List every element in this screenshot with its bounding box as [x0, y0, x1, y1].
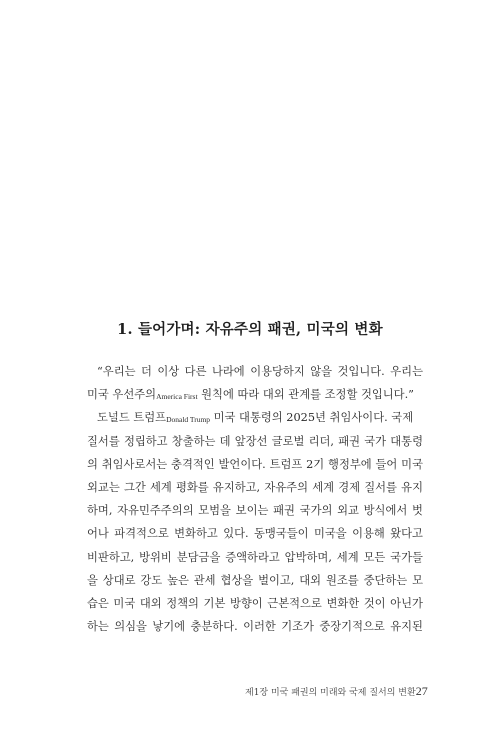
text-line-7: 하며, 자유민주주의의 모범을 보이는 패권 국가의 외교 방식에서 벗	[87, 504, 423, 518]
english-gloss: America First	[156, 392, 198, 402]
english-gloss: Donald Trump	[166, 415, 211, 425]
text-line-11: 습은 미국 대외 정책의 기본 방향이 근본적으로 변화한 것이 아닌가	[87, 596, 423, 610]
text-line-3: 도널드 트럼프Donald Trump 미국 대통령의 2025년 취임사이다. 국제	[97, 411, 414, 425]
text-line-2: 미국 우선주의America First 원칙에 따라 대외 관계를 조정할 것입니다.”	[87, 388, 414, 402]
body-text	[87, 360, 423, 638]
text-line-8: 어나 파격적으로 변화하고 있다. 동맹국들이 미국을 이용해 왔다고	[87, 527, 423, 541]
text-line-9: 비판하고, 방위비 분담금을 증액하라고 압박하며, 세계 모든 국가들	[87, 550, 423, 564]
page-footer	[245, 684, 428, 699]
running-footer: 제1장 미국 패권의 미래와 국제 질서의 변환	[245, 688, 416, 698]
text-line-1: “우리는 더 이상 다른 나라에 이용당하지 않을 것입니다. 우리는	[97, 365, 423, 378]
text-line-5: 의 취임사로서는 충격적인 발언이다. 트럼프 2기 행정부에 들어 미국	[87, 457, 423, 471]
text-line-4: 질서를 정립하고 창출하는 데 앞장선 글로벌 리더, 패권 국가 대통령	[87, 434, 423, 448]
text-line-6: 외교는 그간 세계 평화를 유지하고, 자유주의 세계 경제 질서를 유지	[87, 480, 423, 494]
section-heading: 1. 들어가며: 자유주의 패권, 미국의 변화	[117, 321, 383, 338]
text-line-10: 을 상대로 강도 높은 관세 협상을 벌이고, 대외 원조를 중단하는 모	[87, 573, 423, 587]
text-line-12: 하는 의심을 낳기에 충분하다. 이러한 기조가 중장기적으로 유지된	[87, 620, 423, 634]
page-number: 27	[415, 684, 428, 698]
